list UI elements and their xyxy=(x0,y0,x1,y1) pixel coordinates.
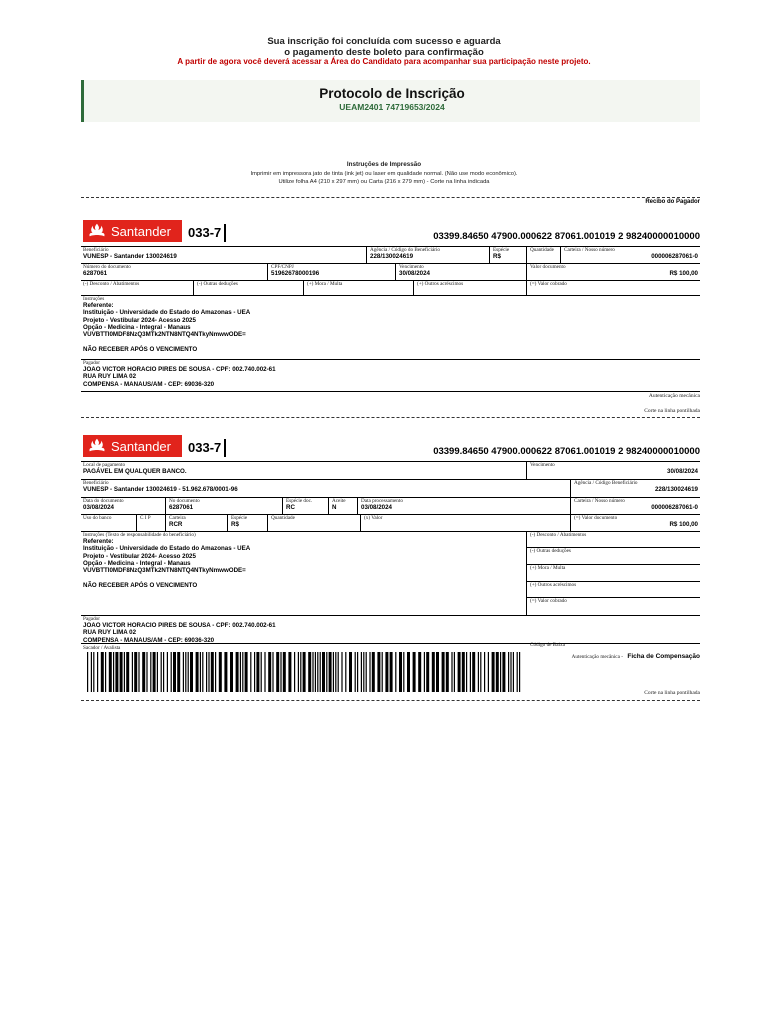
barcode-bar xyxy=(146,652,147,692)
label-payer: Pagador xyxy=(83,360,100,366)
barcode-bar xyxy=(488,652,489,692)
label-quantity: Quantidade xyxy=(271,515,295,521)
receipt-heading: Recibo do Pagador xyxy=(645,199,700,205)
receipt-row-3 xyxy=(81,281,700,296)
barcode-bar xyxy=(407,652,410,692)
digitable-line: 03399.84650 47900.000622 87061.001019 2 98240000010000 xyxy=(433,231,700,242)
label-accept: Aceite xyxy=(332,498,346,504)
barcode-bar xyxy=(317,652,318,692)
digitable-line: 03399.84650 47900.000622 87061.001019 2 98240000010000 xyxy=(433,446,700,457)
value-due: 30/08/2024 xyxy=(399,270,430,277)
barcode-bar xyxy=(361,652,362,692)
instruction-line: VUVBTTI0MDF8NzQ3MTk2NTN8NTQ4NTkyNmwwODE= xyxy=(83,331,246,339)
barcode-bar xyxy=(513,652,514,692)
barcode-bar xyxy=(202,652,203,692)
barcode-bar xyxy=(418,652,421,692)
barcode-bar xyxy=(326,652,327,692)
label-discount: (-) Desconto / Abatimentos xyxy=(83,281,140,287)
barcode-bar xyxy=(206,652,207,692)
slip-grid xyxy=(81,461,700,649)
barcode-bar xyxy=(245,652,248,692)
print-instructions xyxy=(0,161,768,187)
instruction-line: Opção - Medicina - Integral - Manaus xyxy=(83,559,191,567)
slip-row-2 xyxy=(81,480,700,498)
instruction-line: Projeto - Vestibular 2024- Acesso 2025 xyxy=(83,316,196,324)
barcode-bar xyxy=(315,652,316,692)
instruction-line: Instituição - Universidade do Estado do Amazonas - UEA xyxy=(83,309,251,317)
barcode-bar xyxy=(345,652,346,692)
value-agency: 228/130024619 xyxy=(654,486,698,493)
label-due: Vencimento xyxy=(399,264,424,270)
barcode-bar xyxy=(183,652,184,692)
barcode-bar xyxy=(177,652,180,692)
value-beneficiary: VUNESP - Santander 130024619 xyxy=(83,253,177,260)
receipt-instructions xyxy=(81,296,700,360)
flame-icon xyxy=(88,437,106,455)
barcode-bar xyxy=(230,652,233,692)
barcode-bar xyxy=(91,652,92,692)
value-process-date: 03/08/2024 xyxy=(361,504,392,511)
value-cpf-cnpj: 51962678000196 xyxy=(271,270,320,277)
receipt-row-1 xyxy=(81,247,700,264)
label-other-additions: (+) Outros acréscimos xyxy=(417,281,464,287)
label-doc-date: Data do documento xyxy=(83,498,124,504)
barcode-bar xyxy=(338,652,339,692)
barcode-bar xyxy=(132,652,133,692)
label-cpf-cnpj: CPF/CNPJ xyxy=(271,264,294,270)
instruction-line: Instituição - Universidade do Estado do Amazonas - UEA xyxy=(83,545,251,553)
barcode-bar xyxy=(254,652,255,692)
value-beneficiary: VUNESP - Santander 130024619 - 51.962.678/0001-96 xyxy=(83,486,238,493)
barcode-bar xyxy=(432,652,435,692)
value-doc-value: R$ 100,00 xyxy=(669,521,698,528)
label-value: (x) Valor xyxy=(364,515,383,521)
bank-code: 033-7 xyxy=(188,439,226,457)
barcode-bar xyxy=(101,652,104,692)
value-doc-number: 6287061 xyxy=(169,504,194,511)
payer-line: JOAO VICTOR HORACIO PIRES DE SOUSA - CPF: 002.740.002-61 xyxy=(83,366,276,373)
barcode-bar xyxy=(219,652,222,692)
label-interest: (+) Mora / Multa xyxy=(530,565,566,571)
payer-line: RUA RUY LIMA 02 xyxy=(83,373,137,381)
value-agency: 228/130024619 xyxy=(370,253,414,260)
value-species: R$ xyxy=(493,253,501,260)
barcode-bar xyxy=(93,652,94,692)
barcode-bar xyxy=(215,652,216,692)
value-species: R$ xyxy=(231,521,239,528)
instruction-line: NÃO RECEBER APÓS O VENCIMENTO xyxy=(83,345,198,353)
label-species: Espécie xyxy=(493,247,510,253)
warning-message: A partir de agora você deverá acessar a Área do Candidato para acompanhar sua participação neste projeto. xyxy=(177,57,591,66)
payer-line: COMPENSA - MANAUS/AM - CEP: 69036-320 xyxy=(83,636,215,644)
value-doc-date: 03/08/2024 xyxy=(83,504,114,511)
instruction-line: VUVBTTI0MDF8NzQ3MTk2NTN8NTQ4NTkyNmwwODE= xyxy=(83,567,246,575)
barcode-bar xyxy=(466,652,467,692)
barcode-bar xyxy=(167,652,168,692)
barcode-bar xyxy=(188,652,189,692)
barcode-bar xyxy=(115,652,118,692)
barcode-bar xyxy=(462,652,465,692)
label-instructions: Instruções xyxy=(83,296,105,302)
barcode-bar xyxy=(333,652,334,692)
barcode-bar xyxy=(454,652,455,692)
label-doc-value: (=) Valor documento xyxy=(574,515,618,521)
label-agency: Agência / Código Beneficiário xyxy=(574,480,638,486)
barcode-bar xyxy=(109,652,112,692)
barcode-bar xyxy=(142,652,145,692)
barcode-bar xyxy=(268,652,271,692)
bank-name: Santander xyxy=(111,438,171,454)
barcode-bar xyxy=(224,652,227,692)
value-wallet: RCR xyxy=(169,521,183,528)
santander-logo xyxy=(83,435,182,457)
value-payment-place: PAGÁVEL EM QUALQUER BANCO. xyxy=(83,468,187,475)
label-other-deductions: (-) Outras deduções xyxy=(530,548,571,554)
barcode-bar xyxy=(390,652,393,692)
barcode-bar xyxy=(97,652,98,692)
label-doc-species: Espécie doc. xyxy=(286,498,313,504)
barcode-bar xyxy=(308,652,311,692)
receipt-payer xyxy=(81,360,700,392)
barcode-bar xyxy=(190,652,193,692)
label-low-code: Código de Baixa xyxy=(530,642,565,648)
barcode-bar xyxy=(500,652,501,692)
barcode-bar xyxy=(298,652,299,692)
barcode-bar xyxy=(312,652,313,692)
compensation-title: Ficha de Compensação xyxy=(627,653,700,660)
barcode-bar xyxy=(355,652,356,692)
barcode-bar xyxy=(276,652,279,692)
label-species: Espécie xyxy=(231,515,248,521)
barcode-bar xyxy=(492,652,495,692)
label-wallet: Carteira xyxy=(169,515,186,521)
print-instructions-line-1: Imprimir em impressora jato de tinta (ink jet) ou laser em qualidade normal. (Não use modo econômico). xyxy=(250,170,518,177)
barcode-bar xyxy=(256,652,259,692)
protocol-number: UEAM2401 74719653/2024 xyxy=(339,102,445,112)
barcode-bar xyxy=(300,652,301,692)
barcode-bar xyxy=(424,652,425,692)
value-our-number: 000006287061-0 xyxy=(651,253,698,260)
label-doc-number: No documento xyxy=(169,498,200,504)
barcode-bar xyxy=(385,652,388,692)
instruction-line: NÃO RECEBER APÓS O VENCIMENTO xyxy=(83,581,198,589)
bank-code: 033-7 xyxy=(188,224,226,242)
label-process-date: Data processamento xyxy=(361,498,403,504)
barcode-bar xyxy=(399,652,402,692)
label-instructions: Instruções (Texto de responsabilidade do beneficiário) xyxy=(83,532,196,538)
label-doc-value: Valor documento xyxy=(530,264,566,270)
barcode-bar xyxy=(261,652,262,692)
value-doc-number: 6287061 xyxy=(83,270,108,277)
barcode-bar xyxy=(363,652,364,692)
receipt-bank-header xyxy=(81,220,700,246)
protocol-box xyxy=(81,80,700,122)
payer-line: JOAO VICTOR HORACIO PIRES DE SOUSA - CPF: 002.740.002-61 xyxy=(83,622,276,629)
barcode-bar xyxy=(413,652,416,692)
receipt-cut-text: Corte na linha pontilhada xyxy=(644,408,700,414)
barcode-bar xyxy=(236,652,239,692)
barcode-bar xyxy=(153,652,156,692)
slip-bottom-rule xyxy=(81,643,700,644)
barcode-bar xyxy=(138,652,139,692)
barcode-bar xyxy=(472,652,475,692)
cut-line xyxy=(81,700,700,701)
barcode-bar xyxy=(185,652,186,692)
value-due: 30/08/2024 xyxy=(667,468,698,475)
print-instructions-line-2: Utilize folha A4 (210 x 297 mm) ou Carta (216 x 279 mm) - Corte na linha indicada xyxy=(278,179,490,185)
barcode-bar xyxy=(113,652,114,692)
slip-cut-text: Corte na linha pontilhada xyxy=(644,690,700,696)
slip-instructions-block xyxy=(81,532,700,616)
barcode-bar xyxy=(288,652,291,692)
instruction-line: Referente: xyxy=(83,538,114,545)
barcode-bar xyxy=(369,652,370,692)
barcode-bar xyxy=(366,652,367,692)
barcode-bar xyxy=(320,652,321,692)
slip-row-1 xyxy=(81,462,700,480)
barcode-bar xyxy=(242,652,243,692)
barcode-bar xyxy=(87,652,88,692)
instruction-line xyxy=(83,574,526,581)
barcode-bar xyxy=(436,652,439,692)
barcode-bar xyxy=(303,652,306,692)
instruction-line: Projeto - Vestibular 2024- Acesso 2025 xyxy=(83,552,196,560)
barcode-bar xyxy=(264,652,265,692)
slip-row-3 xyxy=(81,498,700,515)
cut-line xyxy=(81,417,700,418)
barcode-bar xyxy=(517,652,518,692)
barcode-bar xyxy=(395,652,396,692)
barcode-bar xyxy=(280,652,281,692)
barcode-bar xyxy=(519,652,520,692)
label-our-number: Carteira / Nosso número xyxy=(564,247,615,253)
label-charged: (=) Valor cobrado xyxy=(530,281,567,287)
barcode-bar xyxy=(171,652,172,692)
barcode-bar xyxy=(377,652,380,692)
barcode-bar xyxy=(150,652,151,692)
barcode-bar xyxy=(161,652,162,692)
slip-side-boxes xyxy=(526,532,700,615)
receipt-auth: Autenticação mecânica xyxy=(648,393,700,399)
barcode-bar xyxy=(426,652,429,692)
label-beneficiary: Beneficiário xyxy=(83,247,109,253)
barcode-bar xyxy=(196,652,199,692)
barcode-bar xyxy=(510,652,511,692)
label-agency: Agência / Código do Beneficiário xyxy=(370,247,441,253)
barcode-bar xyxy=(470,652,471,692)
barcode-bar xyxy=(329,652,332,692)
instruction-line: Referente: xyxy=(83,302,114,309)
slip-bank-header xyxy=(81,435,700,461)
label-our-number: Carteira / Nosso número xyxy=(574,498,625,504)
barcode-bar xyxy=(382,652,383,692)
barcode-bar xyxy=(502,652,505,692)
label-charged: (=) Valor cobrado xyxy=(530,598,567,604)
barcode-bar xyxy=(451,652,452,692)
instruction-line: Opção - Medicina - Integral - Manaus xyxy=(83,323,191,331)
barcode-bar xyxy=(163,652,164,692)
barcode-bar xyxy=(322,652,325,692)
receipt-grid xyxy=(81,246,700,392)
barcode-bar xyxy=(341,652,342,692)
barcode-bar xyxy=(211,652,214,692)
barcode-bar xyxy=(272,652,273,692)
slip-auth-label: Autenticação mecânica - xyxy=(571,654,623,660)
barcode-bar xyxy=(357,652,358,692)
slip-row-4 xyxy=(81,515,700,532)
label-other-deductions: (-) Outras deduções xyxy=(197,281,238,287)
barcode-bar xyxy=(124,652,125,692)
barcode-bar xyxy=(335,652,336,692)
barcode-bar xyxy=(446,652,449,692)
barcode-bar xyxy=(126,652,129,692)
label-discount: (-) Desconto / Abatimentos xyxy=(530,532,587,538)
barcode-bar xyxy=(120,652,123,692)
success-message xyxy=(0,36,768,58)
payer-line: RUA RUY LIMA 02 xyxy=(83,629,137,637)
flame-icon xyxy=(88,222,106,240)
barcode-bar xyxy=(496,652,499,692)
barcode-bar xyxy=(480,652,481,692)
cut-line xyxy=(81,197,700,198)
instruction-line xyxy=(83,338,700,345)
label-interest: (+) Mora / Multa xyxy=(307,281,343,287)
barcode-bar xyxy=(134,652,137,692)
barcode-bar xyxy=(250,652,251,692)
payer-line: COMPENSA - MANAUS/AM - CEP: 69036-320 xyxy=(83,380,215,388)
label-beneficiary: Beneficiário xyxy=(83,480,109,486)
label-doc-number: Número do documento xyxy=(83,264,131,270)
barcode-bar xyxy=(349,652,352,692)
barcode-bar xyxy=(240,652,241,692)
barcode-bar xyxy=(173,652,176,692)
barcode-bar xyxy=(442,652,445,692)
protocol-title: Protocolo de Inscrição xyxy=(319,86,465,101)
label-quantity: Quantidade xyxy=(530,247,554,253)
label-other-additions: (+) Outros acréscimos xyxy=(530,582,577,588)
barcode-bar xyxy=(478,652,479,692)
label-payer: Pagador xyxy=(83,616,100,622)
value-doc-species: RC xyxy=(286,504,295,511)
barcode xyxy=(87,652,524,692)
receipt-row-2 xyxy=(81,264,700,281)
label-cip: C I P xyxy=(140,515,151,521)
success-line-2: o pagamento deste boleto para confirmação xyxy=(284,47,484,58)
barcode-bar xyxy=(372,652,375,692)
barcode-bar xyxy=(208,652,209,692)
value-our-number: 000006287061-0 xyxy=(651,504,698,511)
label-due: Vencimento xyxy=(530,462,555,468)
label-guarantor: Sacador / Avalista xyxy=(83,645,121,651)
barcode-bar xyxy=(294,652,295,692)
print-instructions-title: Instruções de Impressão xyxy=(346,161,422,168)
barcode-bar xyxy=(403,652,404,692)
barcode-bar xyxy=(508,652,509,692)
label-bank-use: Uso do banco xyxy=(83,515,112,521)
barcode-bar xyxy=(105,652,106,692)
value-accept: N xyxy=(332,504,337,511)
barcode-bar xyxy=(283,652,286,692)
value-doc-value: R$ 100,00 xyxy=(669,270,698,277)
barcode-bar xyxy=(458,652,461,692)
barcode-bar xyxy=(157,652,158,692)
barcode-bar xyxy=(484,652,485,692)
bank-name: Santander xyxy=(111,223,171,239)
label-payment-place: Local de pagamento xyxy=(83,462,126,468)
success-line-1: Sua inscrição foi concluída com sucesso e aguarda xyxy=(267,36,501,47)
barcode-bar xyxy=(200,652,201,692)
santander-logo xyxy=(83,220,182,242)
